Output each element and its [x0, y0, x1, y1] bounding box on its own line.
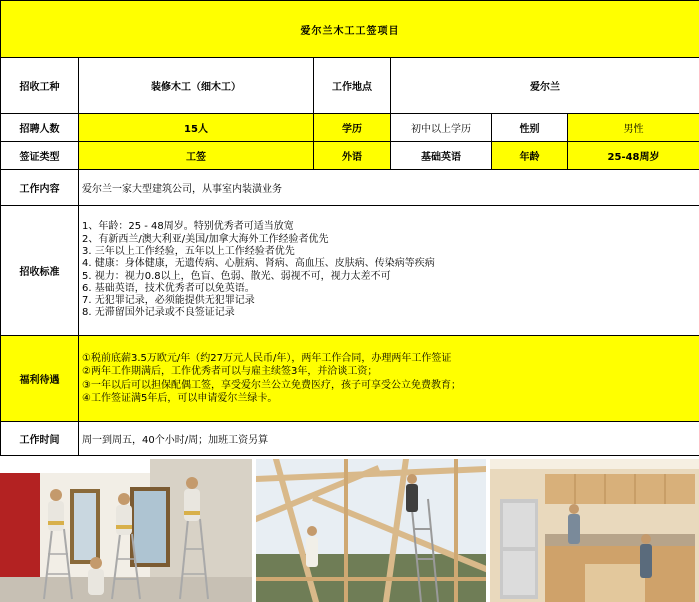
position-label: 招收工种	[1, 58, 79, 114]
position-value: 装修木工（细木工）	[79, 58, 314, 114]
age-label: 年龄	[492, 142, 568, 170]
benefits-list	[79, 336, 699, 422]
roof-framing-photo	[256, 459, 486, 602]
language-label: 外语	[314, 142, 391, 170]
requirement-item: 1、年龄：25 - 48周岁。特别优秀者可适当放宽	[82, 221, 294, 233]
benefits-label: 福利待遇	[1, 336, 79, 422]
benefit-item: ②两年工作期满后，工作优秀者可以与雇主续签3年，并洽谈工资；	[82, 366, 378, 377]
visa-label: 签证类型	[1, 142, 79, 170]
gender-label: 性别	[492, 114, 568, 142]
location-label: 工作地点	[314, 58, 391, 114]
requirement-item: 5. 视力：视力0.8以上，色盲、色弱、散光、弱视不可，视力太差不可	[82, 270, 391, 282]
requirements-label: 招收标准	[1, 206, 79, 336]
education-value: 初中以上学历	[391, 114, 492, 142]
headcount-label: 招聘人数	[1, 114, 79, 142]
requirement-item: 2、有新西兰/澳大利亚/美国/加拿大海外工作经验者优先	[82, 233, 329, 245]
page-title: 爱尔兰木工工签项目	[1, 1, 699, 58]
location-value: 爱尔兰	[391, 58, 699, 114]
language-value: 基础英语	[391, 142, 492, 170]
photo-strip	[0, 459, 699, 602]
benefit-item: ①税前底薪3.5万欧元/年（约27万元人民币/年），两年工作合同，办理两年工作签证	[82, 352, 452, 364]
requirement-item: 3. 三年以上工作经验，五年以上工作经验者优先	[82, 245, 295, 257]
kitchen-install-photo	[490, 459, 699, 602]
carpenters-photo	[0, 459, 252, 602]
age-value: 25-48周岁	[568, 142, 699, 170]
visa-value: 工签	[79, 142, 314, 170]
requirement-item: 4. 健康：身体健康，无遗传病、心脏病、肾病、高血压、皮肤病、传染病等疾病	[82, 258, 435, 270]
headcount-value: 15人	[79, 114, 314, 142]
hours-label: 工作时间	[1, 422, 79, 456]
requirements-list	[79, 206, 699, 336]
benefit-item: ③一年以后可以担保配偶工签，享受爱尔兰公立免费医疗，孩子可享受公立免费教育；	[82, 379, 461, 391]
benefit-item: ④工作签证满5年后，可以申请爱尔兰绿卡。	[82, 393, 278, 404]
content-text: 爱尔兰一家大型建筑公司，从事室内装潢业务	[79, 170, 699, 206]
hours-text: 周一到周五，40个小时/周；加班工资另算	[79, 422, 699, 456]
education-label: 学历	[314, 114, 391, 142]
content-label: 工作内容	[1, 170, 79, 206]
requirement-item: 6. 基础英语，技术优秀者可以免英语。	[82, 282, 255, 294]
gender-value: 男性	[568, 114, 699, 142]
requirement-item: 8. 无滞留国外记录或不良签证记录	[82, 307, 235, 319]
requirement-item: 7. 无犯罪记录，必须能提供无犯罪记录	[82, 295, 255, 307]
